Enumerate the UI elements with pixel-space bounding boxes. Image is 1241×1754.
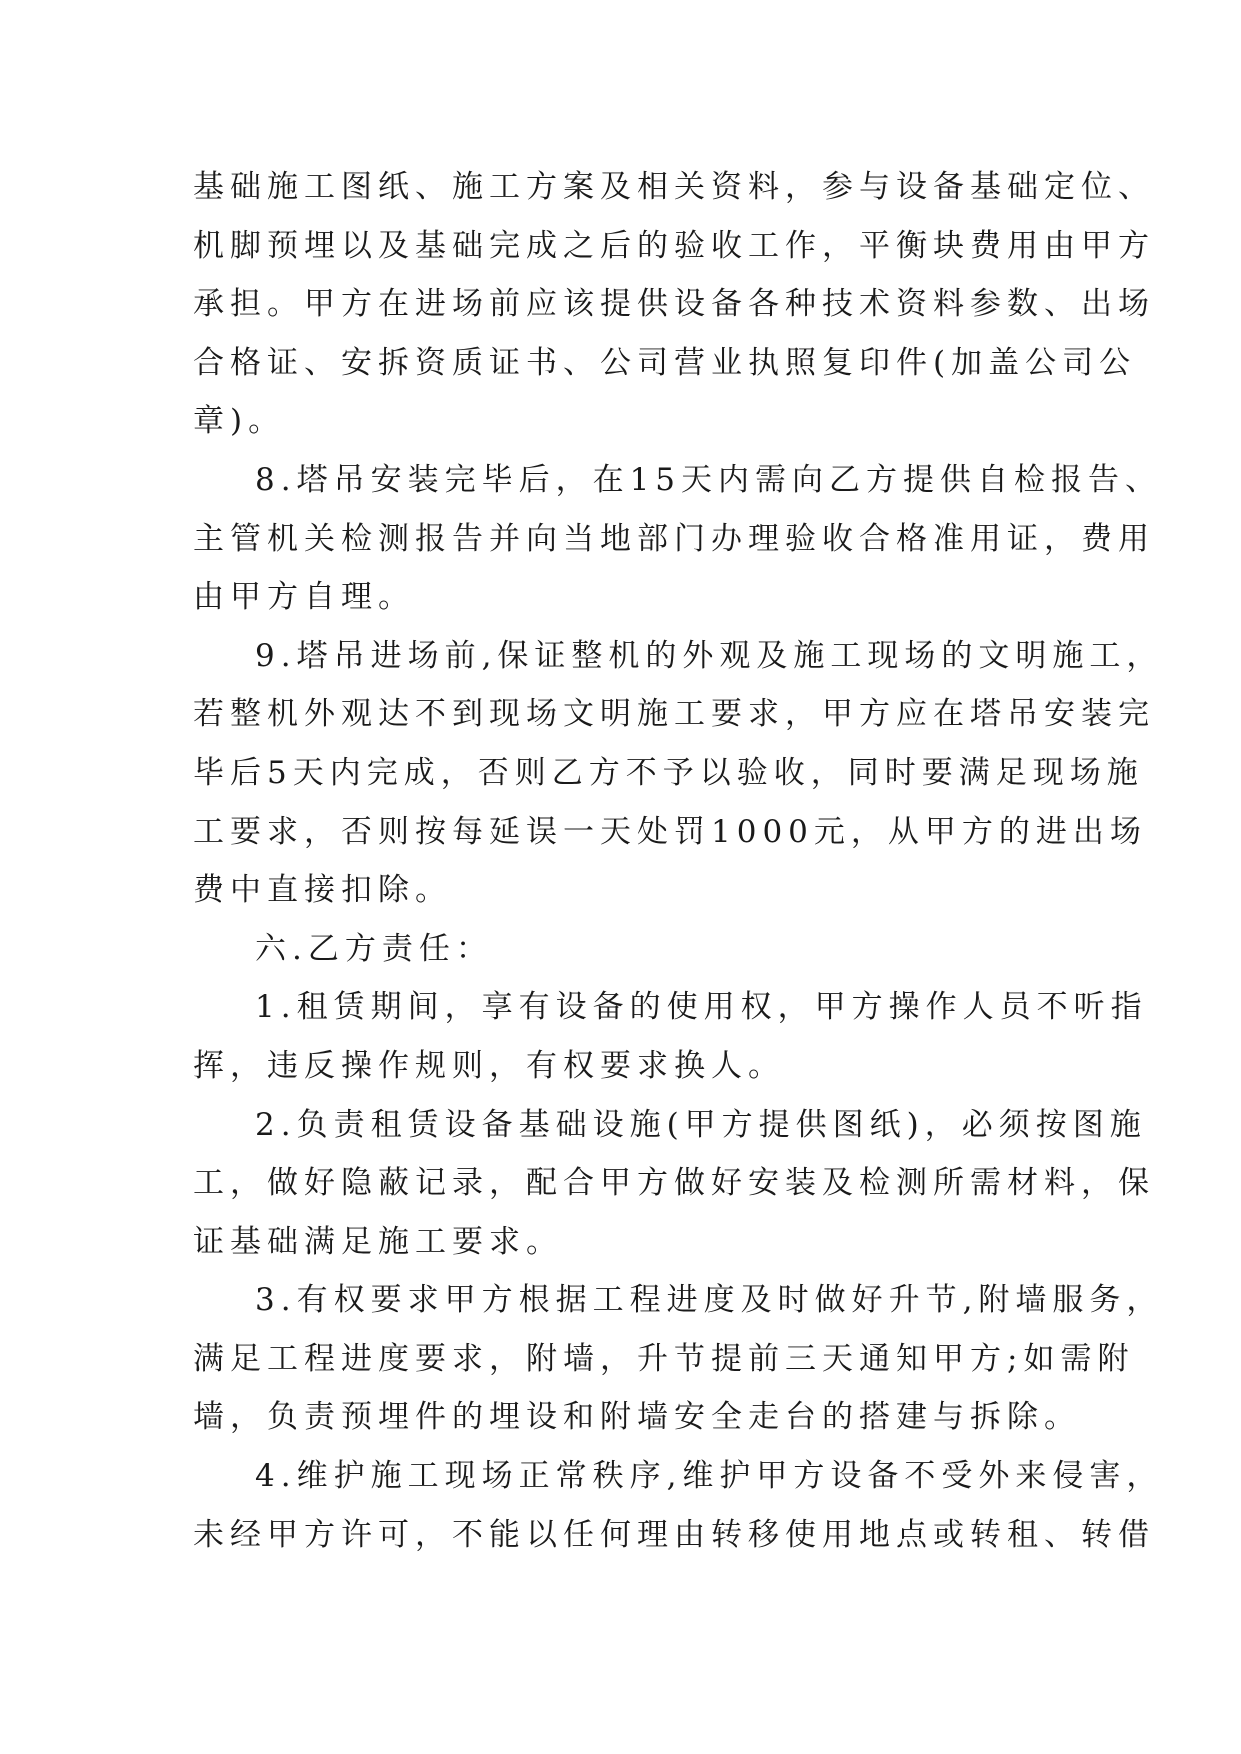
text-line: 由甲方自理。 bbox=[193, 579, 415, 616]
text-line: 4.维护施工现场正常秩序,维护甲方设备不受外来侵害， bbox=[255, 1458, 1164, 1495]
section-heading: 六.乙方责任： bbox=[255, 930, 493, 967]
text-line: 若整机外观达不到现场文明施工要求，甲方应在塔吊安装完 bbox=[193, 696, 1155, 733]
text-line: 墙，负责预埋件的埋设和附墙安全走台的搭建与拆除。 bbox=[193, 1399, 1081, 1436]
text-line: 3.有权要求甲方根据工程进度及时做好升节,附墙服务， bbox=[255, 1282, 1164, 1319]
text-line: 工要求，否则按每延误一天处罚1000元，从甲方的进出场 bbox=[193, 813, 1147, 850]
text-line: 毕后5天内完成，否则乙方不予以验收，同时要满足现场施 bbox=[193, 754, 1144, 791]
text-line: 挥，违反操作规则，有权要求换人。 bbox=[193, 1047, 785, 1084]
text-line: 满足工程进度要求，附墙，升节提前三天通知甲方;如需附 bbox=[193, 1340, 1135, 1377]
text-line: 证基础满足施工要求。 bbox=[193, 1223, 563, 1260]
text-line: 未经甲方许可，不能以任何理由转移使用地点或转租、转借 bbox=[193, 1516, 1155, 1553]
text-line: 章)。 bbox=[193, 403, 286, 440]
text-line: 1.租赁期间，享有设备的使用权，甲方操作人员不听指 bbox=[255, 989, 1148, 1026]
text-line: 费中直接扣除。 bbox=[193, 872, 452, 909]
text-line: 机脚预埋以及基础完成之后的验收工作，平衡块费用由甲方 bbox=[193, 227, 1155, 264]
text-line: 基础施工图纸、施工方案及相关资料，参与设备基础定位、 bbox=[193, 169, 1155, 205]
text-line: 承担。甲方在进场前应该提供设备各种技术资料参数、出场 bbox=[193, 286, 1155, 323]
text-line: 8.塔吊安装完毕后，在15天内需向乙方提供自检报告、 bbox=[255, 461, 1163, 498]
document-body bbox=[193, 158, 1164, 1564]
text-line: 2.负责租赁设备基础设施(甲方提供图纸)，必须按图施 bbox=[255, 1106, 1147, 1143]
text-line: 9.塔吊进场前,保证整机的外观及施工现场的文明施工， bbox=[255, 637, 1164, 674]
text-line: 合格证、安拆资质证书、公司营业执照复印件(加盖公司公 bbox=[193, 344, 1137, 381]
text-line: 主管机关检测报告并向当地部门办理验收合格准用证，费用 bbox=[193, 520, 1155, 557]
text-line: 工，做好隐蔽记录，配合甲方做好安装及检测所需材料，保 bbox=[193, 1165, 1155, 1202]
